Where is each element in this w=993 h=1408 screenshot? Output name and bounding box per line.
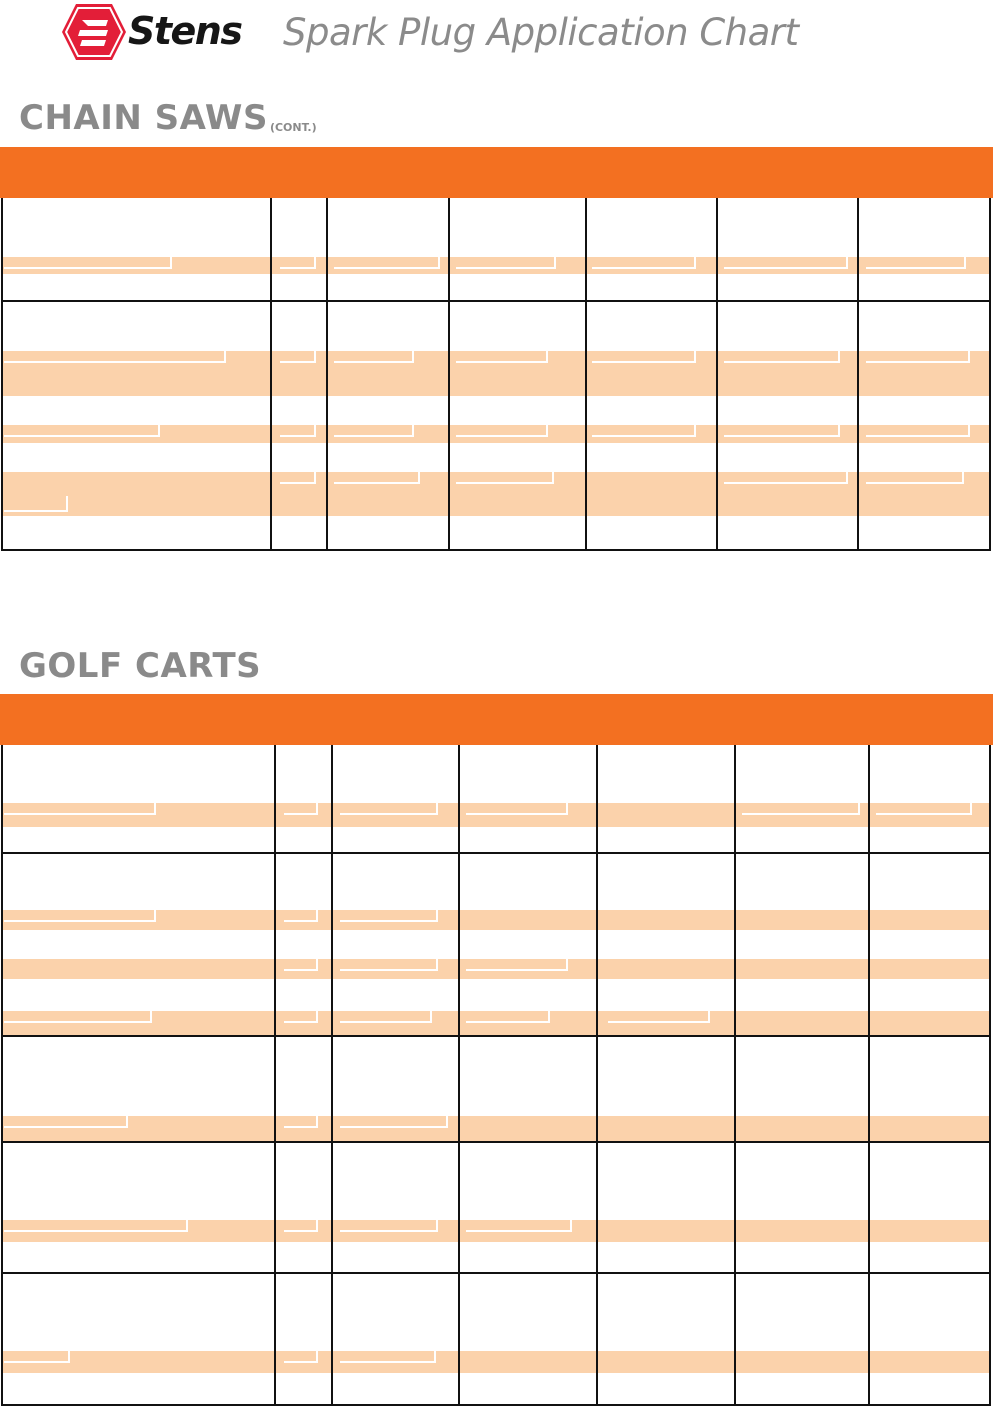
- section-heading-text: CHAIN SAWS: [19, 98, 268, 138]
- stens-hexagon-logo-icon: [60, 2, 128, 62]
- page-title: Spark Plug Application Chart: [283, 11, 799, 54]
- section-heading-golf-carts: [19, 646, 261, 686]
- section-heading-chain-saws: [19, 98, 317, 148]
- table-frame: [1, 198, 991, 551]
- golf-carts-table: [0, 745, 993, 1406]
- section-heading-text: GOLF CARTS: [19, 646, 262, 686]
- table-header-bar: [0, 147, 993, 198]
- table-frame: [1, 745, 991, 1406]
- page-header: [0, 0, 993, 80]
- section-heading-suffix: (CONT.): [269, 121, 317, 134]
- brand-name: Stens: [128, 9, 242, 53]
- table-header-bar: [0, 694, 993, 745]
- chain-saws-table: [0, 198, 993, 551]
